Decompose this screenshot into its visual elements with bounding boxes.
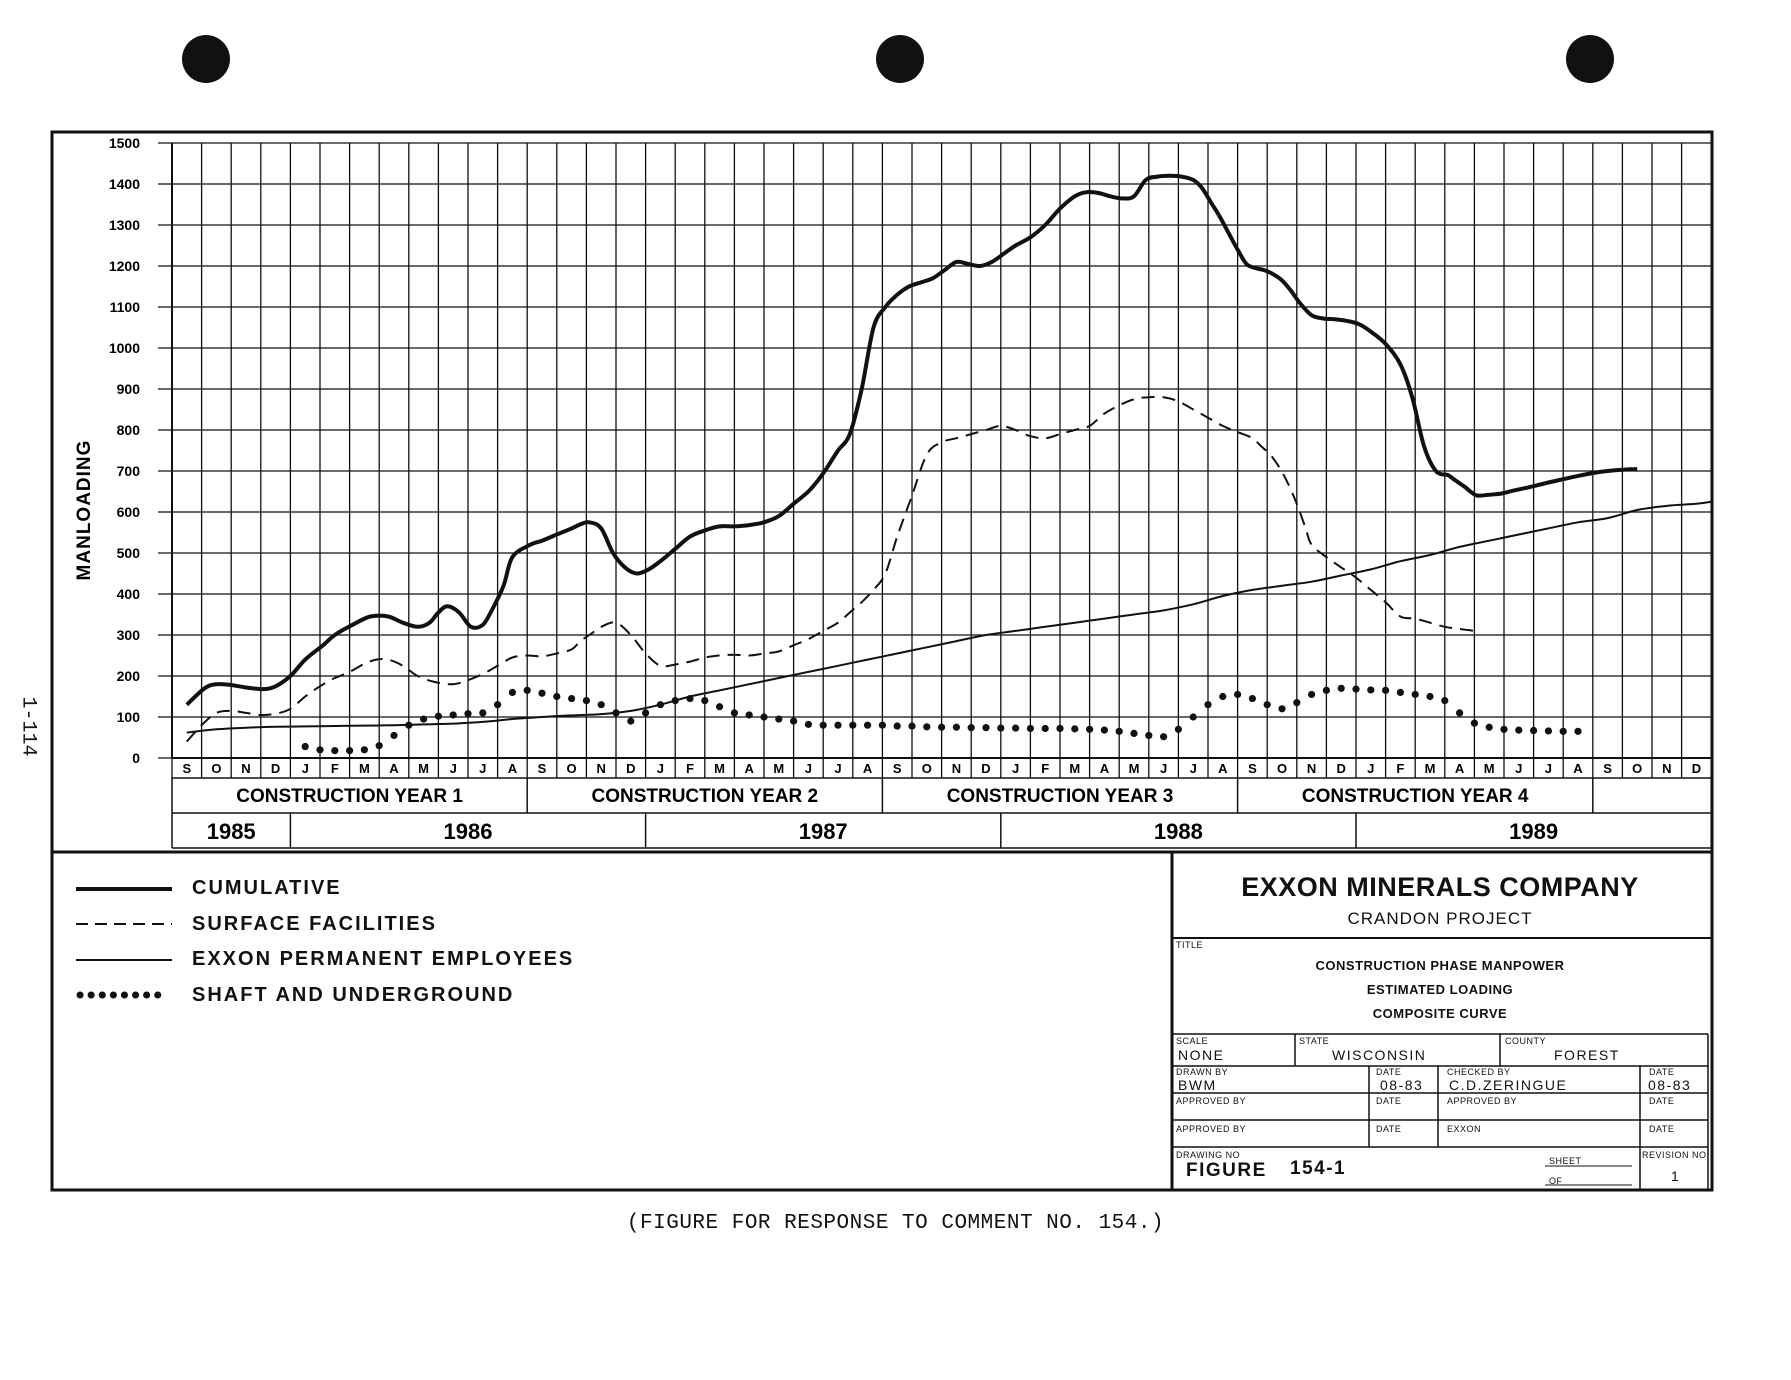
scale-field-label: SCALE: [1176, 1036, 1209, 1046]
figure-caption: (FIGURE FOR RESPONSE TO COMMENT NO. 154.): [626, 1212, 1165, 1235]
legend-item-surface-facilities: [76, 907, 574, 943]
series-shaft-and-underground-point: [849, 722, 856, 729]
x-tick-label: A: [507, 761, 518, 776]
figure-label: FIGURE: [1186, 1160, 1267, 1181]
year-bands: [172, 778, 1711, 848]
series-shaft-and-underground-point: [953, 724, 960, 731]
series-shaft-and-underground-point: [1397, 689, 1404, 696]
series-exxon-permanent-employees-line: [187, 502, 1711, 733]
x-tick-label: S: [537, 761, 547, 776]
checked-by-field-label: CHECKED BY: [1447, 1067, 1511, 1077]
checked-by-value: C.D.ZERINGUE: [1449, 1077, 1568, 1093]
legend-label: EXXON PERMANENT EMPLOYEES: [192, 948, 575, 971]
x-tick-label: A: [1454, 761, 1465, 776]
x-tick-label: A: [389, 761, 399, 776]
x-tick-label: N: [1306, 761, 1317, 776]
x-tick-label: D: [981, 761, 991, 776]
series-shaft-and-underground-point: [1071, 725, 1078, 732]
x-tick-label: O: [1276, 761, 1288, 776]
x-tick-label: O: [211, 761, 222, 776]
series-shaft-and-underground-point: [494, 701, 501, 708]
y-axis-title: MANLOADING: [74, 439, 95, 581]
series-shaft-and-underground-point: [627, 718, 634, 725]
title-field-label: TITLE: [1176, 940, 1204, 950]
approved-by-field-label: APPROVED BY: [1176, 1124, 1247, 1134]
series-shaft-and-underground-point: [1308, 691, 1315, 698]
series-shaft-and-underground-point: [1486, 724, 1493, 731]
series-shaft-and-underground-point: [1086, 726, 1093, 733]
series-shaft-and-underground-point: [1204, 701, 1211, 708]
y-tick-label: 200: [116, 668, 140, 684]
x-tick-label: M: [1483, 761, 1495, 776]
legend-label: SURFACE FACILITIES: [192, 912, 437, 935]
series-shaft-and-underground-point: [450, 711, 457, 718]
x-tick-label: O: [1632, 761, 1643, 776]
sheet-field-label: SHEET: [1549, 1156, 1582, 1166]
series-shaft-and-underground-point: [1175, 726, 1182, 733]
series-shaft-and-underground-point: [1323, 687, 1330, 694]
x-tick-label: M: [1069, 761, 1081, 776]
legend-item-cumulative: [76, 871, 574, 907]
series-shaft-and-underground-point: [435, 713, 442, 720]
series-shaft-and-underground-point: [346, 747, 353, 754]
legend-item-shaft-underground: [76, 978, 574, 1014]
y-tick-label: 900: [116, 381, 140, 397]
series-shaft-and-underground-point: [1412, 691, 1419, 698]
series-shaft-and-underground-point: [1145, 732, 1152, 739]
x-tick-label: M: [1128, 761, 1140, 776]
legend-item-permanent-employees: [76, 942, 574, 978]
x-tick-label: D: [1336, 761, 1346, 776]
x-tick-label: N: [951, 761, 962, 776]
series-shaft-and-underground-point: [1500, 726, 1507, 733]
y-tick-label: 0: [132, 750, 140, 766]
date-field-label: DATE: [1376, 1067, 1402, 1077]
series-shaft-and-underground-point: [464, 710, 471, 717]
x-tick-label: S: [1603, 761, 1612, 776]
series-shaft-and-underground-point: [1130, 730, 1137, 737]
county-value: FOREST: [1554, 1047, 1620, 1063]
series-shaft-and-underground-point: [716, 703, 723, 710]
series-shaft-and-underground-point: [1471, 720, 1478, 727]
x-tick-label: J: [1544, 761, 1553, 776]
series-shaft-and-underground-point: [405, 722, 412, 729]
revision-field-label: REVISION NO: [1642, 1150, 1707, 1160]
calendar-year-label: 1988: [1153, 819, 1203, 844]
x-tick-label: J: [1189, 761, 1197, 776]
x-tick-label: O: [566, 761, 577, 776]
calendar-year-label: 1989: [1509, 819, 1559, 844]
series-shaft-and-underground-point: [568, 695, 575, 702]
series-shaft-and-underground-point: [1219, 693, 1226, 700]
x-tick-label: A: [1099, 761, 1110, 776]
title-block: [1172, 856, 1708, 1191]
project-name: CRANDON PROJECT: [1347, 909, 1533, 928]
x-tick-label: J: [1159, 761, 1168, 776]
x-tick-label: J: [479, 761, 487, 776]
series-shaft-and-underground-point: [1560, 728, 1567, 735]
series-shaft-and-underground-point: [1574, 728, 1581, 735]
date-field-label: DATE: [1649, 1096, 1675, 1106]
x-tick-label: J: [804, 761, 813, 776]
series-shaft-and-underground-point: [805, 721, 812, 728]
x-tick-label: F: [686, 761, 694, 776]
series-shaft-and-underground-point: [864, 722, 871, 729]
series-shaft-and-underground-point: [642, 709, 649, 716]
approved-by-field-label: APPROVED BY: [1176, 1096, 1247, 1106]
state-value: WISCONSIN: [1332, 1047, 1427, 1063]
x-tick-label: O: [921, 761, 932, 776]
y-tick-label: 1000: [108, 340, 140, 356]
series-shaft-and-underground-point: [598, 701, 605, 708]
y-tick-label: 800: [116, 422, 140, 438]
series-shaft-and-underground-point: [538, 690, 545, 697]
x-tick-label: J: [1515, 761, 1523, 776]
drawn-by-field-label: DRAWN BY: [1176, 1067, 1229, 1077]
legend-swatch-dashed: [76, 914, 172, 934]
chart-grid: [158, 143, 1711, 778]
series-shaft-and-underground-point: [1293, 699, 1300, 706]
y-tick-label: 1300: [108, 217, 140, 233]
x-tick-label: A: [1218, 761, 1228, 776]
x-tick-label: J: [834, 761, 842, 776]
series-shaft-and-underground-point: [1249, 695, 1256, 702]
y-axis: [109, 135, 172, 766]
x-tick-label: D: [1691, 761, 1702, 776]
x-tick-label: S: [892, 761, 902, 776]
x-tick-label: F: [330, 761, 339, 776]
series-shaft-and-underground-point: [1367, 686, 1374, 693]
x-tick-label: F: [1396, 761, 1405, 776]
series-shaft-and-underground-point: [1352, 686, 1359, 693]
revision-value: 1: [1671, 1168, 1681, 1184]
series-shaft-and-underground-point: [420, 715, 427, 722]
construction-year-label: CONSTRUCTION YEAR 2: [591, 786, 819, 807]
series-shaft-and-underground-point: [316, 746, 323, 753]
series-shaft-and-underground-point: [746, 711, 753, 718]
series-shaft-and-underground-point: [1338, 685, 1345, 692]
chart-legend: [76, 871, 574, 1013]
drawn-by-value: BWM: [1178, 1077, 1217, 1093]
series-shaft-and-underground-point: [982, 724, 989, 731]
x-tick-label: N: [241, 761, 251, 776]
series-shaft-and-underground-point: [701, 697, 708, 704]
y-tick-label: 500: [116, 545, 140, 561]
legend-label: CUMULATIVE: [192, 877, 342, 900]
chart-series: [187, 176, 1711, 754]
x-tick-label: S: [182, 761, 192, 776]
calendar-year-label: 1985: [206, 819, 256, 844]
x-tick-label: A: [744, 761, 754, 776]
series-shaft-and-underground-point: [376, 742, 383, 749]
legend-swatch-dotted: [76, 985, 172, 1005]
series-shaft-and-underground-point: [731, 709, 738, 716]
construction-year-label: CONSTRUCTION YEAR 1: [236, 786, 463, 807]
calendar-year-label: 1986: [443, 819, 493, 844]
series-shaft-and-underground-point: [1234, 691, 1241, 698]
series-shaft-and-underground-point: [1426, 693, 1433, 700]
series-shaft-and-underground-point: [894, 722, 901, 729]
series-shaft-and-underground-point: [1515, 727, 1522, 734]
x-tick-label: M: [773, 761, 785, 776]
series-shaft-and-underground-point: [1027, 725, 1034, 732]
page-number-label: 1-114: [16, 696, 40, 757]
x-tick-label: N: [1662, 761, 1672, 776]
x-tick-label: F: [1041, 761, 1050, 776]
x-tick-label: J: [301, 761, 309, 776]
series-shaft-and-underground-point: [923, 723, 930, 730]
y-tick-label: 400: [116, 586, 140, 602]
series-shaft-and-underground-point: [1190, 713, 1197, 720]
series-shaft-and-underground-point: [1101, 727, 1108, 734]
y-tick-label: 1500: [108, 135, 140, 151]
series-shaft-and-underground-point: [1441, 697, 1448, 704]
x-tick-label: M: [418, 761, 430, 776]
county-field-label: COUNTY: [1505, 1036, 1546, 1046]
x-tick-label: M: [358, 761, 370, 776]
y-tick-label: 700: [116, 463, 140, 479]
series-shaft-and-underground-point: [479, 709, 486, 716]
series-shaft-and-underground-point: [1042, 725, 1049, 732]
legend-swatch-thick-solid: [76, 879, 172, 899]
approved-by-field-label: APPROVED BY: [1447, 1096, 1518, 1106]
y-tick-label: 1400: [108, 176, 140, 192]
exxon-field-label: EXXON: [1447, 1124, 1482, 1134]
series-shaft-and-underground-point: [524, 687, 531, 694]
legend-swatch-thin-solid: [76, 950, 172, 970]
x-tick-label: M: [1424, 761, 1436, 776]
series-shaft-and-underground-point: [908, 722, 915, 729]
date-field-label: DATE: [1649, 1067, 1675, 1077]
series-shaft-and-underground-point: [509, 689, 516, 696]
series-shaft-and-underground-point: [331, 747, 338, 754]
figure-number: 154-1: [1290, 1158, 1347, 1179]
date-field-label: DATE: [1376, 1096, 1402, 1106]
series-shaft-and-underground-point: [775, 715, 782, 722]
y-tick-label: 600: [116, 504, 140, 520]
series-shaft-and-underground-point: [790, 718, 797, 725]
series-shaft-and-underground-point: [553, 693, 560, 700]
series-shaft-and-underground-point: [390, 732, 397, 739]
series-shaft-and-underground-point: [1264, 701, 1271, 708]
construction-year-label: CONSTRUCTION YEAR 4: [1301, 786, 1529, 807]
series-shaft-and-underground-point: [302, 743, 309, 750]
series-shaft-and-underground-point: [968, 724, 975, 731]
checked-date-value: 08-83: [1648, 1077, 1692, 1093]
series-shaft-and-underground-point: [1056, 725, 1063, 732]
x-tick-label: A: [862, 761, 873, 776]
y-tick-label: 100: [116, 709, 140, 725]
x-tick-label: J: [1367, 761, 1375, 776]
construction-year-label: CONSTRUCTION YEAR 3: [946, 786, 1174, 807]
series-shaft-and-underground-point: [1456, 709, 1463, 716]
y-tick-label: 1200: [108, 258, 140, 274]
series-shaft-and-underground-point: [612, 709, 619, 716]
drawing-title-line-3: COMPOSITE CURVE: [1372, 1006, 1508, 1021]
series-shaft-and-underground-point: [1530, 727, 1537, 734]
series-shaft-and-underground-point: [657, 701, 664, 708]
series-shaft-and-underground-point: [672, 697, 679, 704]
series-shaft-and-underground-point: [361, 746, 368, 753]
series-shaft-and-underground-point: [686, 695, 693, 702]
drawn-date-value: 08-83: [1380, 1077, 1424, 1093]
series-shaft-and-underground-point: [760, 713, 767, 720]
series-shaft-and-underground-point: [938, 724, 945, 731]
series-shaft-and-underground-point: [583, 697, 590, 704]
drawing-title-line-1: CONSTRUCTION PHASE MANPOWER: [1315, 958, 1565, 973]
drawing-title-line-2: ESTIMATED LOADING: [1366, 982, 1514, 997]
series-shaft-and-underground-point: [1012, 724, 1019, 731]
x-tick-label: A: [1573, 761, 1583, 776]
y-tick-label: 300: [116, 627, 140, 643]
series-surface-facilities-line: [187, 397, 1475, 742]
date-field-label: DATE: [1649, 1124, 1675, 1134]
scale-value: NONE: [1178, 1047, 1225, 1063]
y-tick-label: 1100: [109, 299, 140, 315]
series-shaft-and-underground-point: [820, 722, 827, 729]
x-tick-label: D: [270, 761, 281, 776]
series-shaft-and-underground-point: [1160, 733, 1167, 740]
series-shaft-and-underground-point: [834, 722, 841, 729]
series-shaft-and-underground-point: [1382, 687, 1389, 694]
series-shaft-and-underground-point: [1545, 727, 1552, 734]
series-shaft-and-underground-point: [879, 722, 886, 729]
legend-label: SHAFT AND UNDERGROUND: [192, 983, 515, 1006]
calendar-year-label: 1987: [798, 819, 848, 844]
x-tick-label: D: [626, 761, 636, 776]
series-shaft-and-underground-point: [1116, 728, 1123, 735]
x-tick-label: J: [449, 761, 457, 776]
x-tick-label: J: [656, 761, 665, 776]
company-name: EXXON MINERALS COMPANY: [1241, 872, 1639, 902]
of-field-label: OF: [1549, 1176, 1563, 1186]
date-field-label: DATE: [1376, 1124, 1402, 1134]
x-tick-label: S: [1248, 761, 1257, 776]
drawing-no-field-label: DRAWING NO: [1176, 1150, 1241, 1160]
state-field-label: STATE: [1299, 1036, 1330, 1046]
x-tick-label: N: [596, 761, 606, 776]
series-shaft-and-underground-point: [1278, 705, 1285, 712]
series-shaft-and-underground-point: [997, 724, 1004, 731]
x-tick-label: M: [714, 761, 726, 776]
x-tick-label: J: [1011, 761, 1020, 776]
